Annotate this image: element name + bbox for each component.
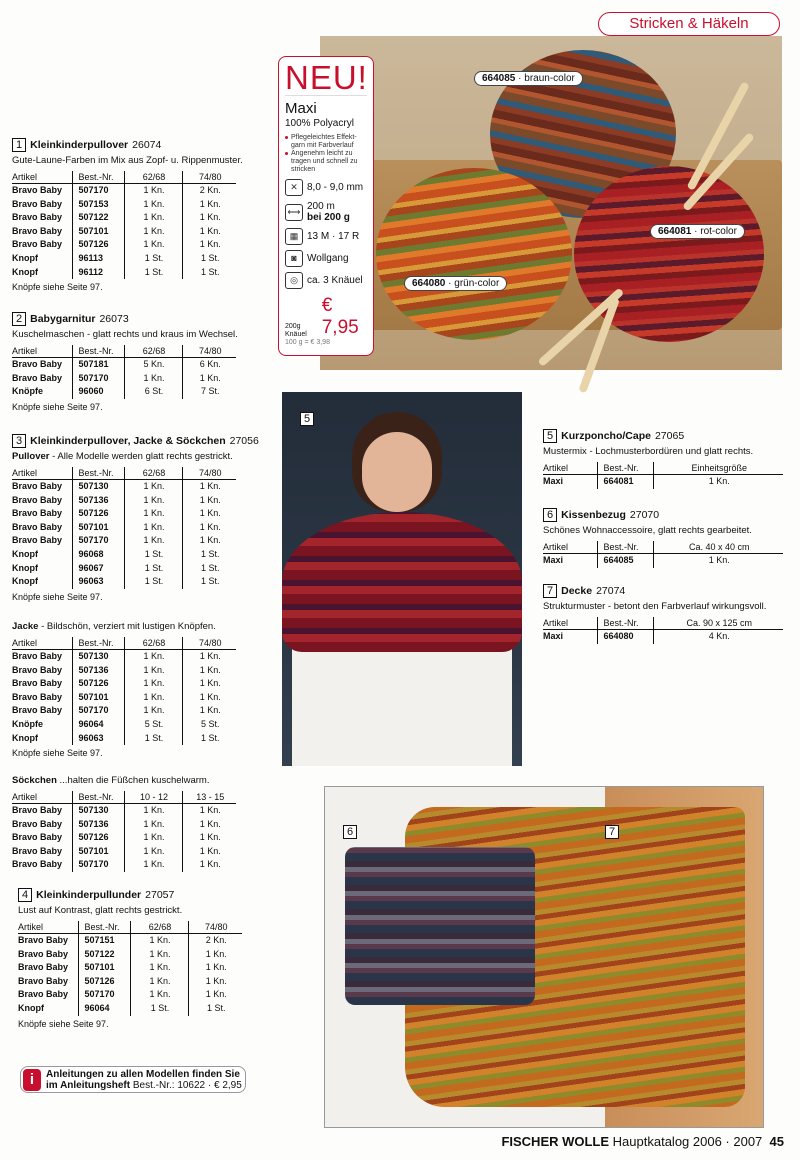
article-table: Artikel Best.-Nr. Ca. 90 x 125 cm Maxi 664080 4 Kn. bbox=[543, 617, 783, 644]
section-number: 4 bbox=[18, 888, 32, 902]
needle-spec: ✕ 8,0 - 9,0 mm bbox=[285, 179, 367, 196]
table-row: Knopf 96064 1 St. 1 St. bbox=[18, 1002, 242, 1016]
table-row: Knopf 96063 1 St. 1 St. bbox=[12, 575, 236, 589]
section-code: 27074 bbox=[596, 585, 626, 597]
table-row: Bravo Baby 507101 1 Kn. 1 Kn. bbox=[12, 521, 236, 535]
table-row: Bravo Baby 507170 1 Kn. 1 Kn. bbox=[12, 704, 236, 718]
yarn-label: 664080 · grün-color bbox=[404, 276, 507, 291]
table-row: Bravo Baby 507151 1 Kn. 2 Kn. bbox=[18, 934, 242, 948]
section-code: 26073 bbox=[99, 313, 129, 325]
section-socken bbox=[12, 775, 236, 872]
section-title: Kissenbezug bbox=[561, 509, 626, 521]
product-material: 100% Polyacryl bbox=[285, 118, 354, 129]
table-row: Bravo Baby 507126 1 Kn. 1 Kn. bbox=[12, 507, 236, 521]
yarn-label: 664081 · rot-color bbox=[650, 224, 745, 239]
product-name: Maxi bbox=[285, 100, 317, 117]
section-desc: ...halten die Füßchen kuschelwarm. bbox=[59, 775, 210, 786]
unit-price: 100 g = € 3,98 bbox=[285, 339, 330, 346]
table-row: Bravo Baby 507101 1 Kn. 1 Kn. bbox=[12, 691, 236, 705]
section-desc: Gute-Laune-Farben im Mix aus Zopf- u. Rippenmuster. bbox=[12, 155, 243, 166]
table-row: Knopf 96113 1 St. 1 St. bbox=[12, 252, 236, 266]
table-row: Maxi 664080 4 Kn. bbox=[543, 630, 783, 644]
section-2 bbox=[12, 312, 238, 412]
sub-label: Jacke bbox=[12, 621, 39, 632]
section-code: 27065 bbox=[654, 430, 685, 442]
poncho-photo bbox=[282, 392, 522, 766]
photo-poncho bbox=[282, 512, 522, 652]
yarn-ball-red bbox=[574, 166, 764, 342]
feature-item: Angenehm leicht zu tragen und schnell zu stricken bbox=[285, 150, 367, 174]
section-5 bbox=[543, 429, 783, 489]
gauge-icon: ▦ bbox=[285, 228, 303, 245]
category-tab[interactable]: Stricken & Häkeln bbox=[598, 12, 780, 36]
section-number: 7 bbox=[543, 584, 557, 598]
table-row: Bravo Baby 507136 1 Kn. 1 Kn. bbox=[12, 664, 236, 678]
section-desc: Schönes Wohnaccessoire, glatt rechts gearbeitet. bbox=[543, 525, 752, 536]
table-row: Knopf 96063 1 St. 1 St. bbox=[12, 732, 236, 746]
section-note: Knöpfe siehe Seite 97. bbox=[12, 591, 103, 602]
section-title: Babygarnitur bbox=[30, 313, 96, 325]
table-row: Bravo Baby 507101 1 Kn. 1 Kn. bbox=[12, 225, 236, 239]
section-title: Kleinkinderpullover bbox=[30, 139, 129, 151]
section-3 bbox=[12, 434, 259, 602]
sub-label: Söckchen bbox=[12, 775, 57, 786]
page-number: 45 bbox=[769, 1134, 784, 1149]
table-row: Bravo Baby 507181 5 Kn. 6 Kn. bbox=[12, 358, 236, 372]
table-row: Bravo Baby 507130 1 Kn. 1 Kn. bbox=[12, 480, 236, 494]
photo-pillow bbox=[345, 847, 535, 1005]
section-note: Knöpfe siehe Seite 97. bbox=[12, 401, 103, 412]
section-4 bbox=[18, 888, 242, 1029]
info-icon: i bbox=[23, 1069, 41, 1091]
section-number: 3 bbox=[12, 434, 26, 448]
article-table: Artikel Best.-Nr. Einheitsgröße Maxi 664081 1 Kn. bbox=[543, 462, 783, 489]
table-row: Knopf 96067 1 St. 1 St. bbox=[12, 562, 236, 576]
article-table: Artikel Best.-Nr. 62/68 74/80 Bravo Baby 507170 1 Kn. 2 Kn. Bravo Baby 507153 1 Kn. 1 Kn. Bravo Baby 507122 1 Kn. 1 Kn. Bravo Baby 507101 1 Kn. 1 Kn. Bravo Baby 507126 1 Kn. 1 Kn. Knopf 96113 1 St. 1 St. Knopf 96112 1 St. 1 St. bbox=[12, 171, 236, 279]
article-table: Artikel Best.-Nr. 10 - 12 13 - 15 Bravo Baby 507130 1 Kn. 1 Kn. Bravo Baby 507136 1 Kn. 1 Kn. Bravo Baby 507126 1 Kn. 1 Kn. Bravo Baby 507101 1 Kn. 1 Kn. Bravo Baby 507170 1 Kn. 1 Kn. bbox=[12, 791, 236, 872]
table-row: Bravo Baby 507170 1 Kn. 1 Kn. bbox=[12, 858, 236, 872]
article-table: Artikel Best.-Nr. 62/68 74/80 Bravo Baby 507130 1 Kn. 1 Kn. Bravo Baby 507136 1 Kn. 1 Kn. Bravo Baby 507126 1 Kn. 1 Kn. Bravo Baby 507101 1 Kn. 1 Kn. Bravo Baby 507170 1 Kn. 1 Kn. Knöpfe 96064 5 St. 5 St. Knopf 96063 1 St. 1 St. bbox=[12, 637, 236, 745]
new-badge: NEU! bbox=[285, 59, 368, 96]
table-row: Bravo Baby 507101 1 Kn. 1 Kn. bbox=[12, 845, 236, 859]
photo-number: 7 bbox=[605, 825, 619, 839]
section-code: 26074 bbox=[132, 139, 162, 151]
section-number: 5 bbox=[543, 429, 557, 443]
product-card bbox=[278, 56, 374, 356]
yarn-ball-green bbox=[376, 168, 572, 340]
table-row: Maxi 664085 1 Kn. bbox=[543, 554, 783, 568]
table-row: Bravo Baby 507126 1 Kn. 1 Kn. bbox=[12, 238, 236, 252]
photo-number: 5 bbox=[300, 412, 314, 426]
section-note: Knöpfe siehe Seite 97. bbox=[18, 1018, 109, 1029]
table-row: Bravo Baby 507170 1 Kn. 1 Kn. bbox=[12, 534, 236, 548]
section-jacke bbox=[12, 621, 236, 758]
table-row: Bravo Baby 507122 1 Kn. 1 Kn. bbox=[18, 948, 242, 962]
photo-number: 6 bbox=[343, 825, 357, 839]
footer-catalog: Hauptkatalog 2006 · 2007 bbox=[612, 1134, 763, 1149]
wash-spec: ◙ Wollgang bbox=[285, 250, 367, 267]
feature-item: Pflegeleichtes Effekt-garn mit Farbverlauf bbox=[285, 134, 367, 150]
table-row: Bravo Baby 507136 1 Kn. 1 Kn. bbox=[12, 818, 236, 832]
table-row: Bravo Baby 507170 1 Kn. 2 Kn. bbox=[12, 184, 236, 198]
table-row: Bravo Baby 507130 1 Kn. 1 Kn. bbox=[12, 650, 236, 664]
length-spec: ⟷ 200 m bei 200 g bbox=[285, 201, 367, 223]
section-code: 27070 bbox=[629, 509, 660, 521]
table-row: Bravo Baby 507153 1 Kn. 1 Kn. bbox=[12, 198, 236, 212]
article-table: Artikel Best.-Nr. 62/68 74/80 Bravo Baby 507130 1 Kn. 1 Kn. Bravo Baby 507136 1 Kn. 1 Kn. Bravo Baby 507126 1 Kn. 1 Kn. Bravo Baby 507101 1 Kn. 1 Kn. Bravo Baby 507170 1 Kn. 1 Kn. Knopf 96068 1 St. 1 St. Knopf 96067 1 St. 1 St. Knopf 96063 1 St. 1 St. bbox=[12, 467, 236, 589]
section-code: 27056 bbox=[229, 435, 259, 447]
page-footer bbox=[501, 1134, 784, 1149]
section-number: 6 bbox=[543, 508, 557, 522]
table-row: Bravo Baby 507126 1 Kn. 1 Kn. bbox=[18, 975, 242, 989]
table-row: Bravo Baby 507170 1 Kn. 1 Kn. bbox=[18, 988, 242, 1002]
table-row: Bravo Baby 507122 1 Kn. 1 Kn. bbox=[12, 211, 236, 225]
feature-list bbox=[285, 134, 367, 174]
section-desc: - Bildschön, verziert mit lustigen Knöpfen. bbox=[41, 621, 216, 632]
table-row: Knopf 96112 1 St. 1 St. bbox=[12, 266, 236, 280]
table-row: Bravo Baby 507170 1 Kn. 1 Kn. bbox=[12, 372, 236, 386]
section-7 bbox=[543, 584, 783, 644]
section-note: Knöpfe siehe Seite 97. bbox=[12, 748, 103, 759]
wash-icon: ◙ bbox=[285, 250, 303, 267]
section-note: Knöpfe siehe Seite 97. bbox=[12, 282, 103, 293]
yarn-label: 664085 · braun-color bbox=[474, 71, 583, 86]
section-number: 1 bbox=[12, 138, 26, 152]
price: € 7,95 bbox=[321, 295, 359, 338]
section-desc: Lust auf Kontrast, glatt rechts gestrickt. bbox=[18, 905, 183, 916]
table-row: Knöpfe 96060 6 St. 7 St. bbox=[12, 385, 236, 399]
section-title: Kleinkinderpullover, Jacke & Söckchen bbox=[30, 435, 226, 447]
article-table: Artikel Best.-Nr. 62/68 74/80 Bravo Baby 507181 5 Kn. 6 Kn. Bravo Baby 507170 1 Kn. 1 Kn. Knöpfe 96060 6 St. 7 St. bbox=[12, 345, 236, 399]
table-row: Bravo Baby 507101 1 Kn. 1 Kn. bbox=[18, 961, 242, 975]
length-icon: ⟷ bbox=[285, 204, 303, 221]
blanket-photo bbox=[324, 786, 764, 1128]
article-table: Artikel Best.-Nr. 62/68 74/80 Bravo Baby 507151 1 Kn. 2 Kn. Bravo Baby 507122 1 Kn. 1 Kn. Bravo Baby 507101 1 Kn. 1 Kn. Bravo Baby 507126 1 Kn. 1 Kn. Bravo Baby 507170 1 Kn. 1 Kn. Knopf 96064 1 St. 1 St. bbox=[18, 921, 242, 1016]
section-title: Decke bbox=[561, 585, 593, 597]
needle-icon: ✕ bbox=[285, 179, 303, 196]
section-number: 2 bbox=[12, 312, 26, 326]
section-6 bbox=[543, 508, 783, 568]
consumption-spec: ◎ ca. 3 Knäuel bbox=[285, 272, 367, 289]
section-title: Kleinkinderpullunder bbox=[36, 889, 142, 901]
table-row: Bravo Baby 507136 1 Kn. 1 Kn. bbox=[12, 494, 236, 508]
instructions-info-box: i Anleitungen zu allen Modellen finden Sie im Anleitungsheft Best.-Nr.: 10622 · € 2,95 bbox=[20, 1066, 246, 1093]
table-row: Knöpfe 96064 5 St. 5 St. bbox=[12, 718, 236, 732]
sub-label: Pullover bbox=[12, 451, 50, 462]
article-table: Artikel Best.-Nr. Ca. 40 x 40 cm Maxi 664085 1 Kn. bbox=[543, 541, 783, 568]
section-desc: Kuschelmaschen - glatt rechts und kraus im Wechsel. bbox=[12, 329, 238, 340]
section-desc: Mustermix - Lochmusterbordüren und glatt rechts. bbox=[543, 446, 754, 457]
section-desc: - Alle Modelle werden glatt rechts gestrickt. bbox=[52, 451, 233, 462]
table-row: Bravo Baby 507126 1 Kn. 1 Kn. bbox=[12, 831, 236, 845]
price-row: 200g Knäuel € 7,95 bbox=[285, 295, 367, 339]
yarn-ball-icon: ◎ bbox=[285, 272, 303, 289]
gauge-spec: ▦ 13 M · 17 R bbox=[285, 228, 367, 245]
footer-brand: FISCHER WOLLE bbox=[501, 1134, 610, 1149]
table-row: Maxi 664081 1 Kn. bbox=[543, 475, 783, 489]
section-title: Kurzponcho/Cape bbox=[561, 430, 651, 442]
section-desc: Strukturmuster - betont den Farbverlauf wirkungsvoll. bbox=[543, 601, 767, 612]
section-code: 27057 bbox=[145, 889, 175, 901]
table-row: Knopf 96068 1 St. 1 St. bbox=[12, 548, 236, 562]
photo-face bbox=[362, 432, 432, 512]
table-row: Bravo Baby 507130 1 Kn. 1 Kn. bbox=[12, 804, 236, 818]
table-row: Bravo Baby 507126 1 Kn. 1 Kn. bbox=[12, 677, 236, 691]
section-1 bbox=[12, 138, 243, 292]
